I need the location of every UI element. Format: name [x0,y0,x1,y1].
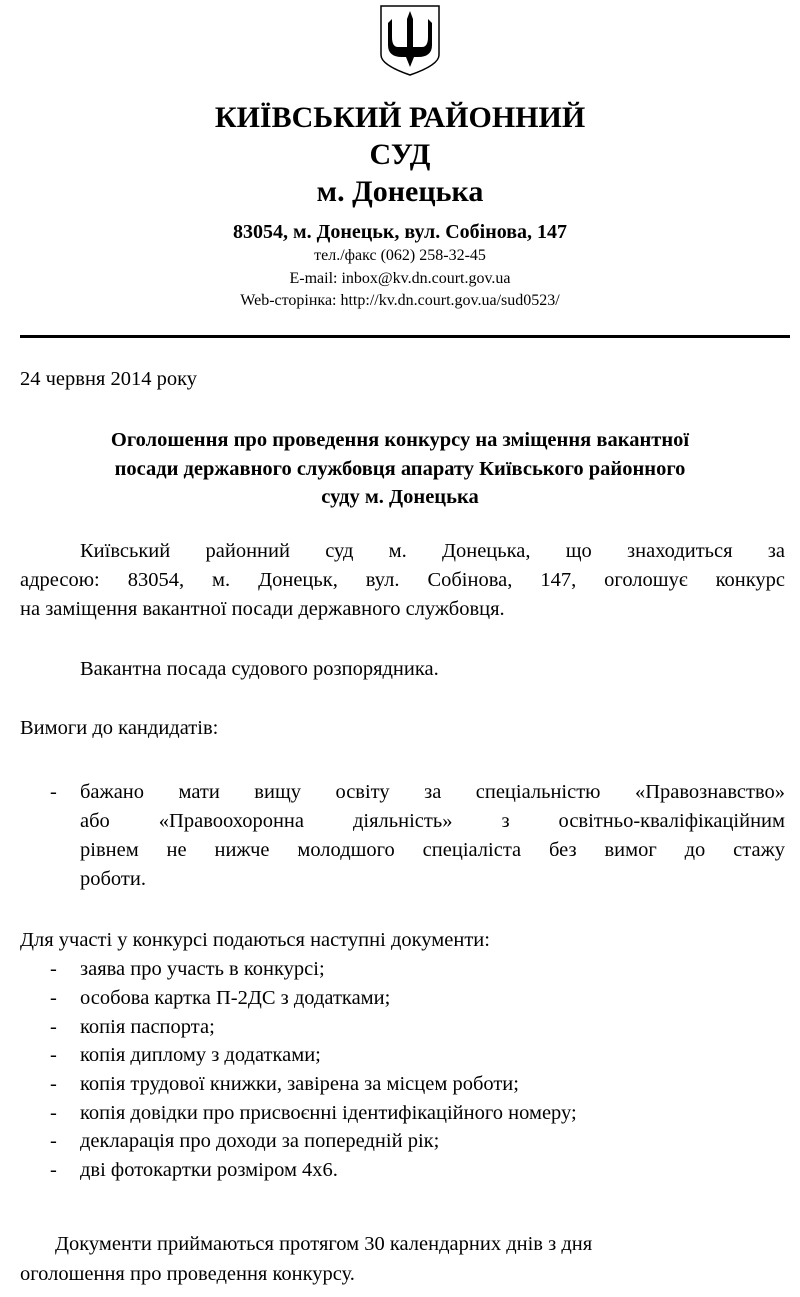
list-item [0,1070,800,1099]
title-line: посади державного службовця апарату Київського районного [114,458,686,480]
requirements-heading: Вимоги до кандидатів: [20,717,219,739]
list-dash: - [50,958,57,980]
list-item-text: заява про участь в конкурсі; [80,958,325,980]
requirements-list [0,778,800,898]
vacancy-text: Вакантна посада судового розпорядника. [80,658,439,680]
court-phone: тел./факс (062) 258-32-45 [314,247,486,264]
list-item-text: декларація про доходи за попередній рік; [80,1130,440,1152]
document-date: 24 червня 2014 року [20,368,198,390]
requirement-line: бажано мати вищу освіту за спеціальністю «Правознавство» [80,781,785,803]
documents-list [0,955,800,1195]
list-dash: - [50,1044,57,1066]
court-email[interactable]: E-mail: inbox@kv.dn.court.gov.ua [289,270,511,287]
list-item [0,1013,800,1042]
court-city: м. Донецька [316,175,484,208]
list-item-text: копія трудової книжки, завірена за місцем роботи; [80,1073,519,1095]
list-item [0,1099,800,1128]
list-dash: - [50,1159,57,1181]
documents-heading: Для участі у конкурсі подаються наступні документи: [20,929,490,951]
list-item-text: копія довідки про присвоєнні ідентифікаційного номеру; [80,1102,577,1124]
requirement-line: роботи. [80,868,146,890]
list-dash: - [50,1102,57,1124]
title-line: суду м. Донецька [321,486,479,508]
list-dash: - [50,1130,57,1152]
court-name-line1: КИЇВСЬКИЙ РАЙОННИЙ [214,101,586,134]
court-address: 83054, м. Донецьк, вул. Собінова, 147 [232,221,568,243]
court-website[interactable]: Web-сторінка: http://kv.dn.court.gov.ua/sud0523/ [240,292,560,309]
list-item-text: особова картка П-2ДС з додатками; [80,987,391,1009]
list-item-text: копія паспорта; [80,1016,215,1038]
court-name-line2: СУД [369,138,431,171]
title-line: Оголошення про проведення конкурсу на зміщення вакантної [110,429,690,451]
intro-line: на заміщення вакантної посади державного службовця. [20,598,505,620]
list-item [0,1127,800,1156]
intro-line: адресою: 83054, м. Донецьк, вул. Собінова, 147, оголошує конкурс [20,569,785,591]
header-divider [20,335,790,338]
list-item [0,955,800,984]
closing-line: оголошення про проведення конкурсу. [20,1263,355,1285]
requirement-line: або «Правоохоронна діяльність» з освітньо-кваліфікаційним [80,810,785,832]
requirement-line: рівнем не нижче молодшого спеціаліста без вимог до стажу [80,839,785,861]
intro-line: Київський районний суд м. Донецька, що знаходиться за [80,540,785,562]
list-item-text: копія диплому з додатками; [80,1044,321,1066]
list-dash: - [50,1073,57,1095]
list-item-text: дві фотокартки розміром 4х6. [80,1159,338,1181]
list-item [0,984,800,1013]
list-item [0,1156,800,1185]
list-dash: - [50,987,57,1009]
list-dash: - [50,781,57,803]
closing-line: Документи приймаються протягом 30 календарних днів з дня [55,1233,593,1255]
list-dash: - [50,1016,57,1038]
list-item [0,1041,800,1070]
emblem-icon [378,3,442,82]
